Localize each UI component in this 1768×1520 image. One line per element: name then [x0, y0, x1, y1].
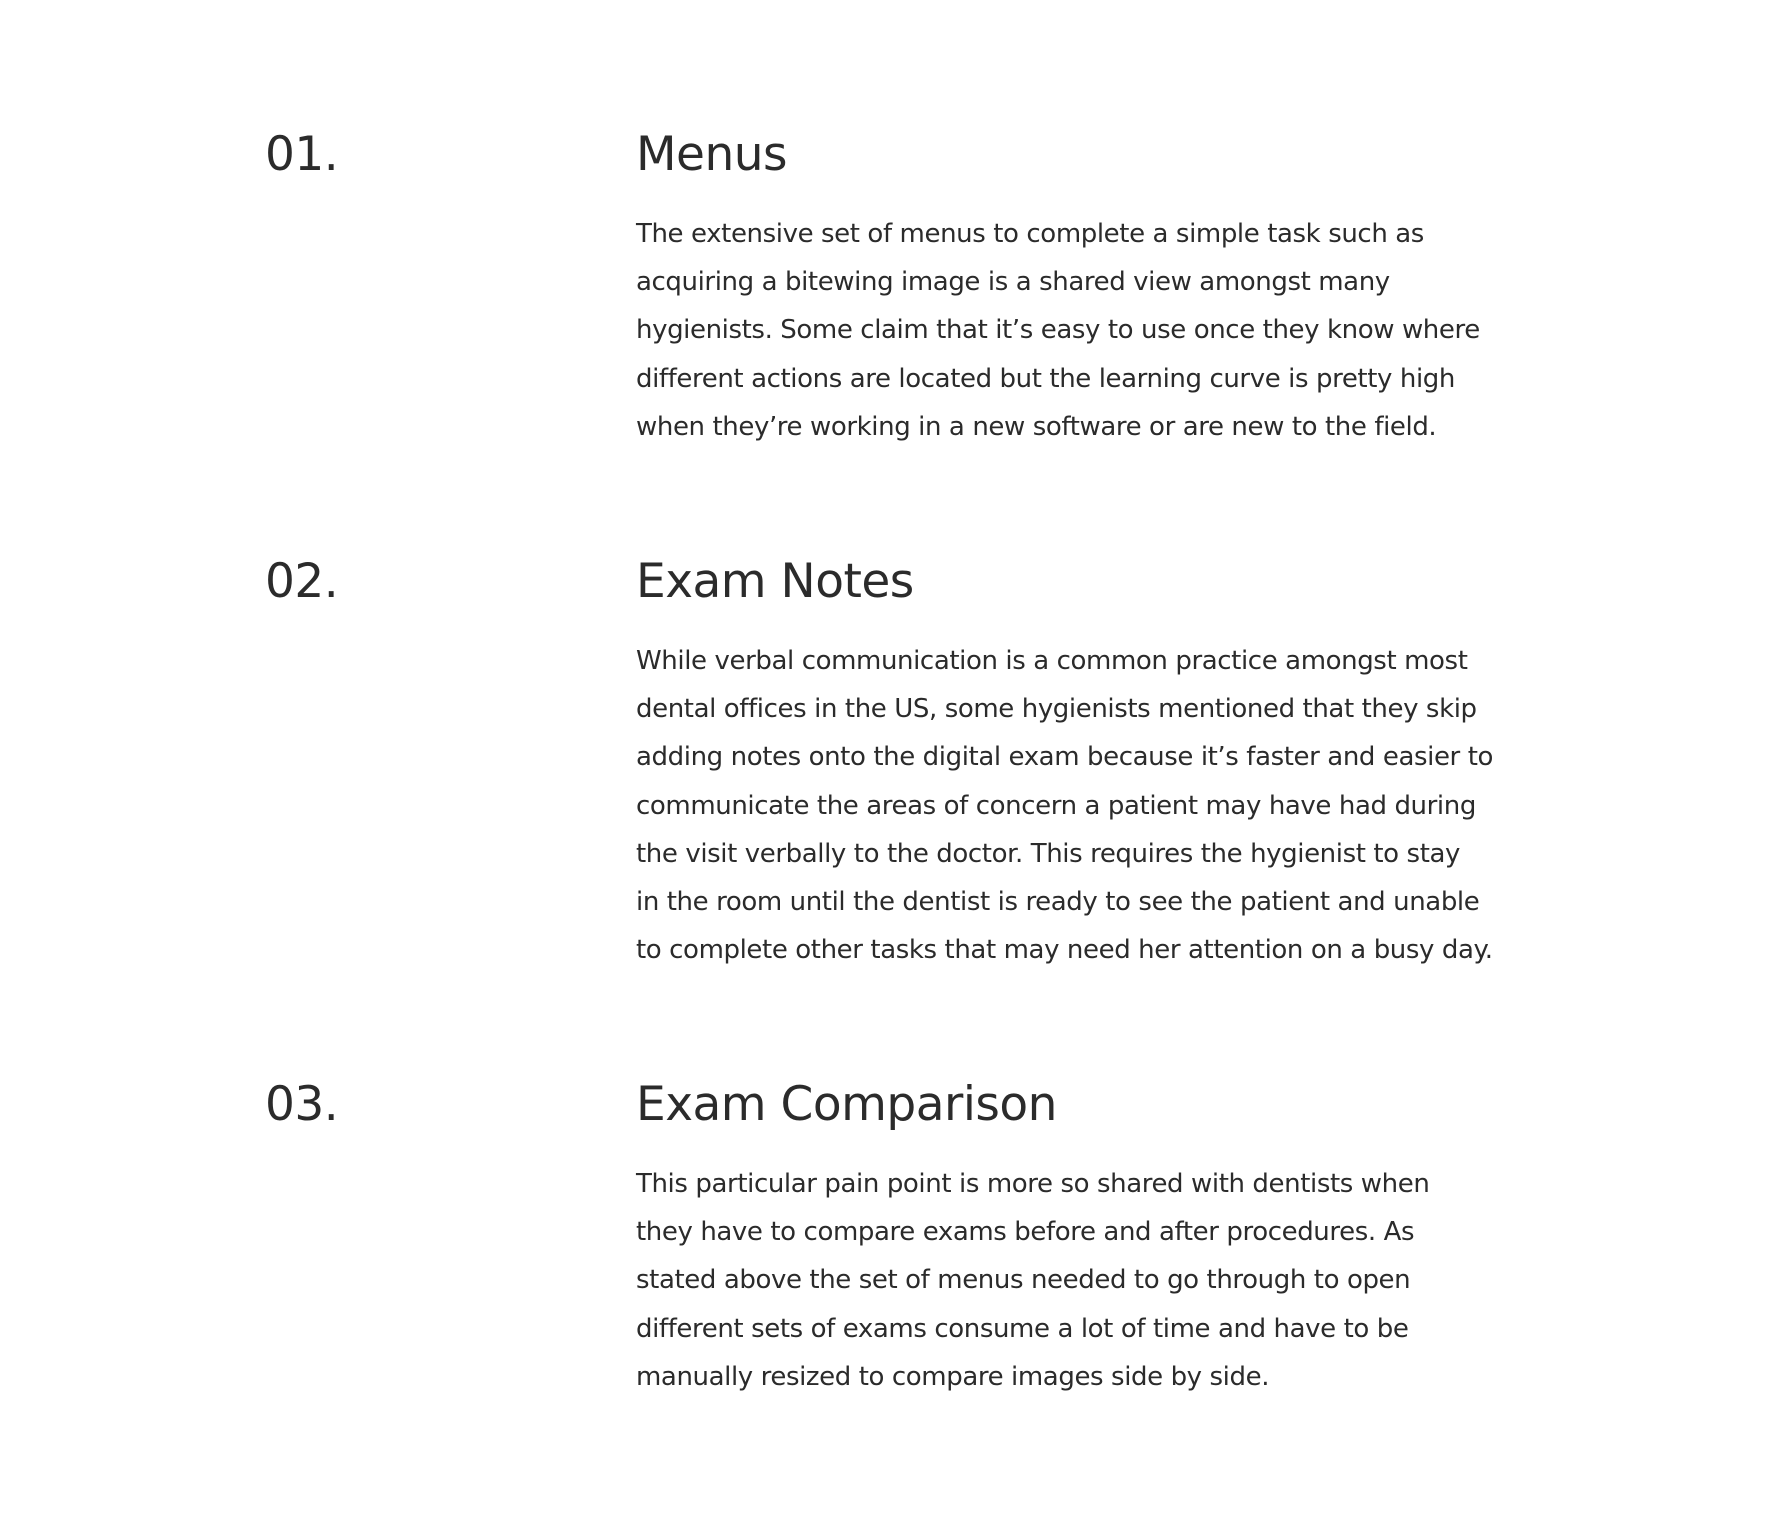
section-title: Exam Notes	[636, 554, 914, 609]
section-content	[636, 554, 1536, 974]
section-body: While verbal communication is a common practice amongst most dental offices in the US, some hygienists mentioned that they skip adding notes onto the digital exam because it’s faster and easier to communicate the areas of concern a patient may have had during the visit verbally to the doctor. This requires the hygienist to stay in the room until the dentist is ready to see the patient and unable to complete other tasks that may need her attention on a busy day.	[636, 646, 1494, 966]
section-content	[636, 1077, 1536, 1401]
section-body: The extensive set of menus to complete a simple task such as acquiring a bitewing image is a shared view amongst many hygienists. Some claim that it’s easy to use once they know where different actions are located but the learning curve is pretty high when they’re working in a new software or are new to the field.	[636, 219, 1480, 442]
section-number: 03.	[265, 1077, 339, 1132]
section-body: This particular pain point is more so shared with dentists when they have to compare exams before and after procedures. As stated above the set of menus needed to go through to open different sets of exams consume a lot of time and have to be manually resized to compare images side by side.	[636, 1169, 1430, 1392]
section-number: 02.	[265, 554, 339, 609]
section-number: 01.	[265, 127, 339, 182]
section-title: Exam Comparison	[636, 1077, 1057, 1132]
section-content	[636, 127, 1536, 451]
section-title: Menus	[636, 127, 788, 182]
